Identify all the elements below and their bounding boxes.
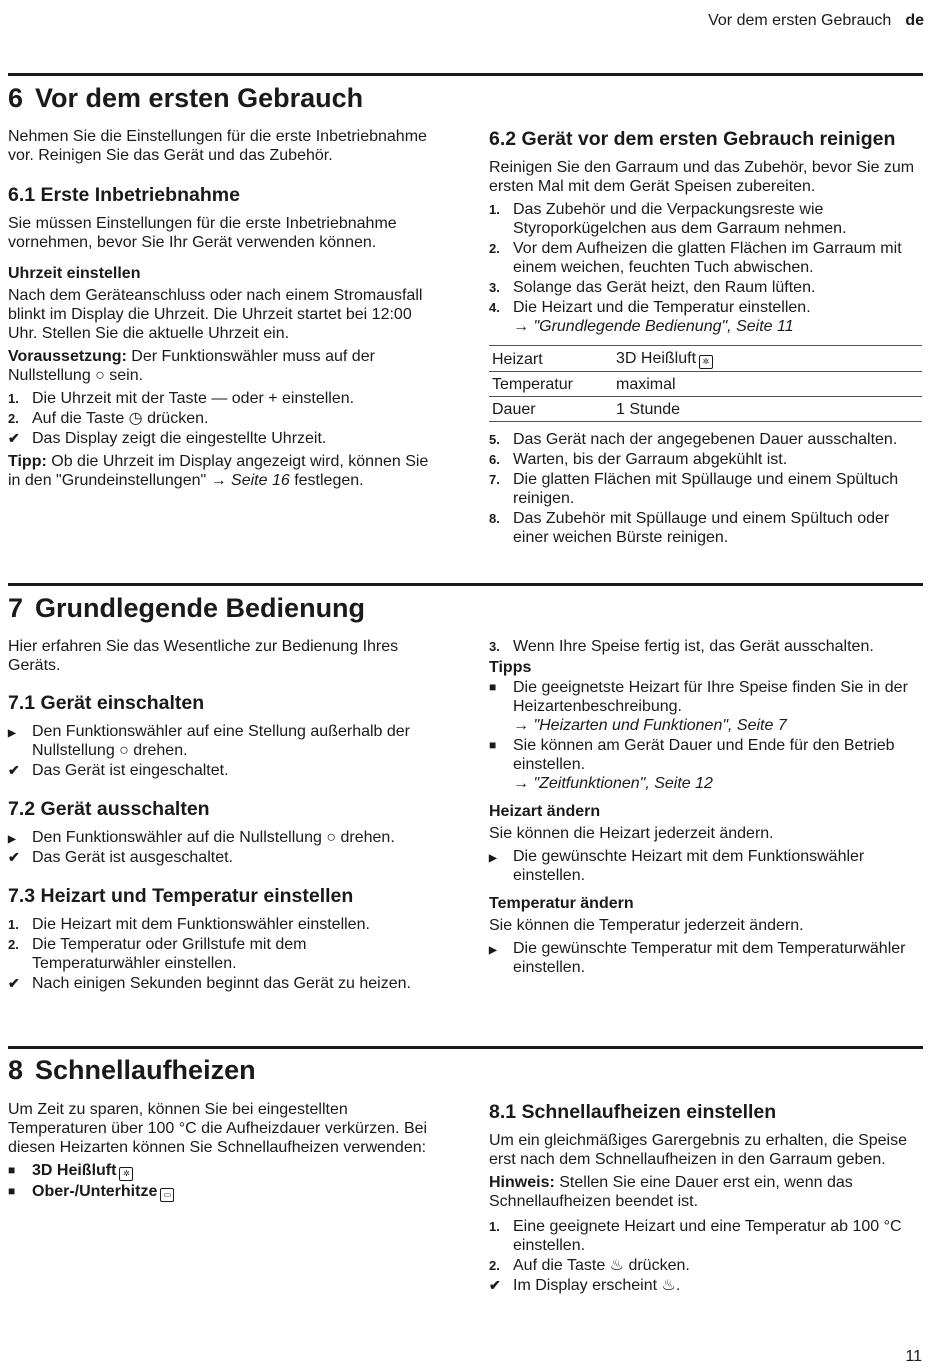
bullet-icon: ■ — [8, 1184, 16, 1198]
header-title: Vor dem ersten Gebrauch — [708, 12, 892, 29]
tip-text: Tipp: Ob die Uhrzeit im Display angezeigt wird, können Sie in den "Grundeinstellungen" → Seite 16 festlegen. — [8, 453, 429, 489]
subsection-text: Sie können die Heizart jederzeit ändern. — [489, 825, 774, 842]
chapter-rule — [8, 1046, 923, 1049]
section-text: Um ein gleichmäßiges Garergebnis zu erhalten, die Speise erst nach dem Schnellaufheizen in den Garraum geben. — [489, 1132, 907, 1168]
step-item: 3. Wenn Ihre Speise fertig ist, das Gerät ausschalten. — [489, 638, 874, 655]
check-icon: ✔ — [8, 975, 20, 991]
step-item: 3. Solange das Gerät heizt, den Raum lüften. — [489, 279, 816, 296]
chapter-rule — [8, 73, 923, 76]
step-item: 2. Auf die Taste ◷ drücken. — [8, 410, 209, 427]
bullet-icon: ■ — [489, 680, 497, 694]
section-title: 6.2 Gerät vor dem ersten Gebrauch reinigen — [489, 128, 896, 150]
check-icon: ✔ — [489, 1277, 501, 1293]
step-item: 8. Das Zubehör mit Spüllauge und einem Spültuch oder einer weichen Bürste reinigen. — [489, 510, 890, 546]
step-item: 2. Die Temperatur oder Grillstufe mit dem Temperaturwähler einstellen. — [8, 936, 307, 972]
result-item: ✔ Das Gerät ist ausgeschaltet. — [8, 849, 233, 866]
step-item: 7. Die glatten Flächen mit Spüllauge und einem Spültuch reinigen. — [489, 471, 899, 507]
result-item: ✔ Im Display erscheint ♨. — [489, 1277, 681, 1294]
section-text: Sie müssen Einstellungen für die erste Inbetriebnahme vornehmen, bevor Sie Ihr Gerät verwenden können. — [8, 215, 397, 251]
table-row: Heizart 3D Heißluft ✲ — [489, 346, 922, 372]
step-item: 4. Die Heizart und die Temperatur einstellen. → "Grundlegende Bedienung", Seite 11 — [489, 299, 811, 335]
step-item: 2. Vor dem Aufheizen die glatten Flächen im Garraum mit einem weichen, feuchten Tuch abwischen. — [489, 240, 902, 276]
result-item: ✔ Nach einigen Sekunden beginnt das Gerät zu heizen. — [8, 975, 411, 992]
intro-text: Um Zeit zu sparen, können Sie bei eingestellten Temperaturen über 100 °C die Aufheizdauer verkürzen. Bei diesen Heizarten können Sie Schnellaufheizen verwenden: — [8, 1101, 428, 1156]
subsection-title: Uhrzeit einstellen — [8, 265, 141, 282]
chapter-8-title: 8 Schnellaufheizen — [8, 1055, 256, 1085]
top-bottom-heat-icon: ▭ — [160, 1188, 174, 1202]
page-reference[interactable]: → "Zeitfunktionen", Seite 12 — [513, 775, 713, 792]
chapter-6-title: 6 Vor dem ersten Gebrauch — [8, 83, 364, 113]
chapter-8-left-column — [8, 1100, 438, 1203]
step-item: 1. Die Uhrzeit mit der Taste — oder + einstellen. — [8, 390, 355, 407]
chapter-7-left-column — [8, 637, 438, 994]
chapter-7-title: 7 Grundlegende Bedienung — [8, 593, 366, 623]
action-item: ▶ Die gewünschte Temperatur mit dem Temperaturwähler einstellen. — [489, 940, 906, 976]
tip-item: ■ Die geeignetste Heizart für Ihre Speise finden Sie in der Heizartenbeschreibung. → "Heizarten und Funktionen", Seite 7 — [489, 679, 908, 734]
step-item: 2. Auf die Taste ♨ drücken. — [489, 1257, 690, 1274]
requirement: Voraussetzung: Der Funktionswähler muss auf der Nullstellung ○ sein. — [8, 348, 375, 384]
action-item: ▶ Den Funktionswähler auf die Nullstellung ○ drehen. — [8, 828, 438, 847]
check-icon: ✔ — [8, 762, 20, 778]
tip-item: ■ Sie können am Gerät Dauer und Ende für den Betrieb einstellen. → "Zeitfunktionen", Seite 12 — [489, 737, 895, 792]
subsection-text: Sie können die Temperatur jederzeit ändern. — [489, 917, 804, 934]
section-text: Reinigen Sie den Garraum und das Zubehör, bevor Sie zum ersten Mal mit dem Gerät Speisen zubereiten. — [489, 159, 915, 195]
section-title: 6.1 Erste Inbetriebnahme — [8, 184, 240, 206]
page-reference[interactable]: → Seite 16 — [210, 472, 290, 489]
mode-item: ■ 3D Heißluft ✲ — [8, 1161, 438, 1181]
section-title: 7.1 Gerät einschalten — [8, 692, 205, 714]
arrow-icon: ▶ — [8, 728, 16, 739]
header-language: de — [905, 12, 924, 29]
page-reference[interactable]: → "Heizarten und Funktionen", Seite 7 — [513, 717, 787, 734]
step-item: 1. Eine geeignete Heizart und eine Temperatur ab 100 °C einstellen. — [489, 1218, 902, 1254]
arrow-icon: ▶ — [489, 945, 497, 956]
action-item: ▶ Die gewünschte Heizart mit dem Funktionswähler einstellen. — [489, 848, 865, 884]
intro-text: Nehmen Sie die Einstellungen für die erste Inbetriebnahme vor. Reinigen Sie das Gerät und das Zubehör. — [8, 128, 427, 164]
arrow-icon: ▶ — [8, 834, 16, 845]
step-item: 1. Die Heizart mit dem Funktionswähler einstellen. — [8, 916, 370, 933]
result-item: ✔ Das Gerät ist eingeschaltet. — [8, 762, 229, 779]
section-title: 7.3 Heizart und Temperatur einstellen — [8, 885, 354, 907]
subsection-title: Heizart ändern — [489, 803, 601, 820]
result-item: ✔ Das Display zeigt die eingestellte Uhrzeit. — [8, 430, 327, 447]
bullet-icon: ■ — [489, 738, 497, 752]
intro-text: Hier erfahren Sie das Wesentliche zur Bedienung Ihres Geräts. — [8, 638, 399, 674]
chapter-6-right-column — [489, 128, 922, 548]
subsection-title: Temperatur ändern — [489, 895, 634, 912]
chapter-rule — [8, 583, 923, 586]
check-icon: ✔ — [8, 430, 20, 446]
subsection-text: Nach dem Geräteanschluss oder nach einem Stromausfall blinkt im Display die Uhrzeit. Die Uhrzeit startet bei 12:00 Uhr. Stellen Sie die aktuelle Uhrzeit ein. — [8, 287, 423, 342]
hot-air-icon: ✲ — [699, 355, 713, 369]
running-header — [708, 12, 924, 30]
bullet-icon: ■ — [8, 1163, 16, 1177]
table-row: Dauer 1 Stunde — [489, 397, 922, 422]
chapter-6-left-column — [8, 127, 438, 494]
mode-item: ■ Ober-/Unterhitze ▭ — [8, 1182, 438, 1202]
chapter-7-right-column — [489, 637, 922, 978]
step-item: 5. Das Gerät nach der angegebenen Dauer ausschalten. — [489, 431, 898, 448]
check-icon: ✔ — [8, 849, 20, 865]
step-item: 1. Das Zubehör und die Verpackungsreste wie Styroporkügelchen aus dem Garraum nehmen. — [489, 201, 847, 237]
settings-table — [489, 345, 922, 422]
step-item: 6. Warten, bis der Garraum abgekühlt ist. — [489, 451, 788, 468]
action-item: ▶ Den Funktionswähler auf eine Stellung außerhalb der Nullstellung ○ drehen. — [8, 723, 411, 759]
note-text: Hinweis: Stellen Sie eine Dauer erst ein, wenn das Schnellaufheizen beendet ist. — [489, 1174, 853, 1210]
table-row: Temperatur maximal — [489, 372, 922, 397]
arrow-icon: ▶ — [489, 853, 497, 864]
page-number: 11 — [905, 1348, 922, 1365]
page-reference[interactable]: → "Grundlegende Bedienung", Seite 11 — [513, 318, 794, 335]
tips-title: Tipps — [489, 659, 532, 676]
section-title: 8.1 Schnellaufheizen einstellen — [489, 1101, 777, 1123]
section-title: 7.2 Gerät ausschalten — [8, 798, 210, 820]
chapter-8-right-column — [489, 1101, 922, 1296]
hot-air-icon: ✲ — [119, 1167, 133, 1181]
